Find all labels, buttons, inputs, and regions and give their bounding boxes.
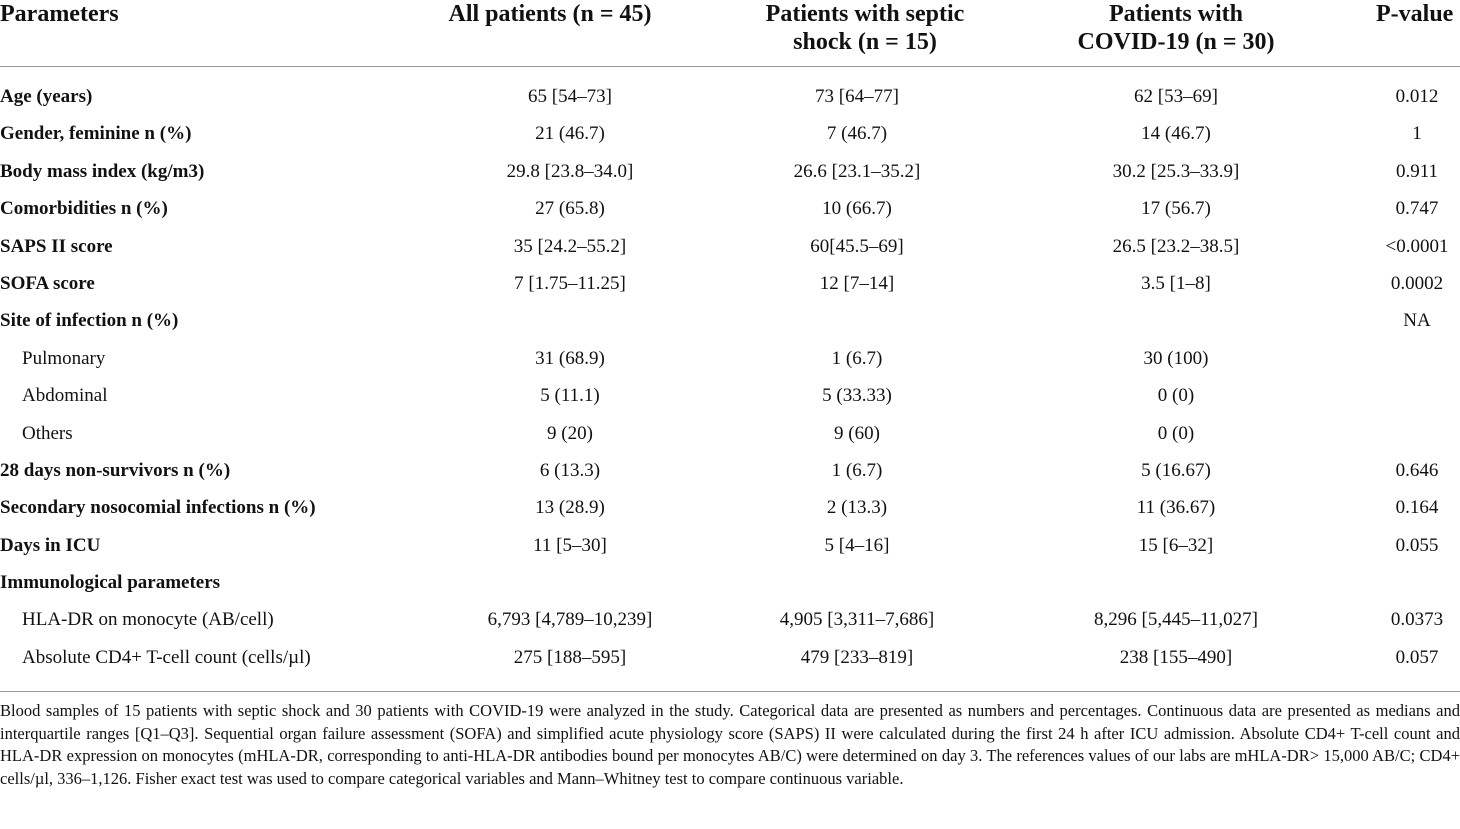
header-all-patients — [400, 0, 700, 28]
table-row — [0, 302, 1460, 339]
septic-shock-cell: 1 (6.7) — [831, 459, 883, 481]
p-value-cell: 0.164 — [1395, 497, 1439, 519]
septic-shock-cell: 73 [64–77] — [815, 86, 899, 107]
header-septic-shock-line-2: shock (n = 15) — [793, 29, 937, 55]
p-value-cell: 0.012 — [1395, 86, 1439, 107]
row-label: Immunological parameters — [0, 572, 221, 594]
p-value-cell: 0.911 — [1395, 160, 1439, 182]
row-label: Others — [22, 422, 73, 444]
table-row — [0, 601, 1460, 638]
table-row — [0, 564, 1460, 601]
p-value-cell: 0.055 — [1395, 534, 1439, 556]
all-patients-cell: 65 [54–73] — [528, 86, 612, 107]
covid-cell: 3.5 [1–8] — [1141, 272, 1211, 294]
header-septic-shock — [715, 0, 1015, 56]
all-patients-cell: 6 (13.3) — [539, 459, 601, 481]
header-parameters-line-1: Parameters — [0, 1, 119, 27]
covid-cell: 14 (46.7) — [1141, 123, 1211, 145]
all-patients-cell: 6,793 [4,789–10,239] — [487, 609, 653, 631]
septic-shock-cell: 12 [7–14] — [819, 272, 895, 294]
row-label: Pulmonary — [22, 347, 106, 369]
p-value-cell: NA — [1403, 310, 1431, 332]
septic-shock-cell: 60[45.5–69] — [810, 235, 904, 257]
p-value-cell: 0.747 — [1395, 198, 1439, 220]
row-label: 28 days non-survivors n (%) — [0, 459, 231, 481]
covid-cell: 238 [155–490] — [1119, 646, 1233, 668]
table-body — [0, 78, 1460, 676]
all-patients-cell: 35 [24.2–55.2] — [513, 235, 627, 257]
all-patients-cell: 21 (46.7) — [535, 123, 605, 145]
table-row — [0, 265, 1460, 302]
header-covid-line-2: COVID-19 (n = 30) — [1077, 29, 1275, 55]
table-row — [0, 377, 1460, 414]
all-patients-cell: 5 (11.1) — [540, 385, 600, 407]
covid-cell: 8,296 [5,445–11,027] — [1094, 609, 1258, 631]
septic-shock-cell: 10 (66.7) — [822, 198, 892, 220]
p-value-cell: 0.0002 — [1390, 272, 1444, 294]
covid-cell: 62 [53–69] — [1134, 86, 1218, 107]
row-label: Comorbidities n (%) — [0, 198, 168, 220]
all-patients-cell: 7 [1.75–11.25] — [514, 272, 626, 294]
header-parameters — [0, 0, 119, 28]
all-patients-cell: 13 (28.9) — [535, 497, 605, 519]
covid-cell: 26.5 [23.2–38.5] — [1112, 235, 1240, 257]
table-row — [0, 452, 1460, 489]
table-footnote: Blood samples of 15 patients with septic shock and 30 patients with COVID-19 were analyzed in the study. Categorical data are presented as numbers and percentages. Continuous data are presented as medians and interquartile ranges [Q1–Q3]. Sequential organ failure assessment (SOFA) and simplified acute physiology score (SAPS) II were calculated during the first 24 h after ICU admission. Absolute CD4+ T-cell count and HLA-DR expression on monocytes (mHLA-DR, corresponding to anti-HLA-DR antibodies bound per monocytes AB/C) were determined on day 3. The references values of our labs are mHLA-DR> 15,000 AB/C; CD4+ cells/µl, 336–1,126. Fisher exact test was used to compare categorical variables and Mann–Whitney test to compare continuous variable. — [0, 701, 1460, 788]
septic-shock-cell: 2 (13.3) — [826, 497, 888, 519]
header-septic-shock-line-1: Patients with septic — [765, 1, 965, 27]
table-row — [0, 153, 1460, 190]
covid-cell: 30.2 [25.3–33.9] — [1112, 160, 1240, 182]
covid-cell: 30 (100) — [1143, 347, 1209, 369]
header-all-patients-line-1: All patients (n = 45) — [448, 1, 652, 27]
table-row — [0, 228, 1460, 265]
septic-shock-cell: 5 (33.33) — [822, 385, 892, 407]
row-label: Days in ICU — [0, 534, 101, 556]
septic-shock-cell: 26.6 [23.1–35.2] — [793, 160, 921, 182]
septic-shock-cell: 9 (60) — [834, 422, 880, 444]
table-row — [0, 115, 1460, 152]
header-covid-line-1: Patients with — [1109, 1, 1243, 27]
table-row — [0, 415, 1460, 452]
header-p-value — [1376, 0, 1453, 28]
table-row — [0, 340, 1460, 377]
table-row — [0, 639, 1460, 676]
row-label: Site of infection n (%) — [0, 310, 179, 332]
row-label: Absolute CD4+ T-cell count (cells/µl) — [22, 646, 311, 668]
row-label: SAPS II score — [0, 235, 113, 257]
row-label: Body mass index (kg/m3) — [0, 160, 205, 182]
covid-cell: 5 (16.67) — [1141, 459, 1211, 481]
row-label: Age (years) — [0, 86, 93, 107]
septic-shock-cell: 4,905 [3,311–7,686] — [779, 609, 935, 631]
covid-cell: 0 (0) — [1157, 422, 1195, 444]
header-rule — [0, 66, 1460, 67]
all-patients-cell: 11 [5–30] — [533, 534, 607, 556]
bottom-rule — [0, 691, 1460, 692]
p-value-cell: 0.646 — [1395, 459, 1439, 481]
table-header — [0, 0, 1460, 66]
table-row — [0, 78, 1460, 115]
table-row — [0, 527, 1460, 564]
row-label: Gender, feminine n (%) — [0, 123, 192, 145]
header-covid — [1026, 0, 1326, 56]
row-label: SOFA score — [0, 272, 95, 294]
covid-cell: 15 [6–32] — [1138, 534, 1214, 556]
p-value-cell: 0.0373 — [1390, 609, 1444, 631]
all-patients-cell: 9 (20) — [547, 422, 593, 444]
septic-shock-cell: 7 (46.7) — [826, 123, 888, 145]
all-patients-cell: 275 [188–595] — [513, 646, 627, 668]
covid-cell: 11 (36.67) — [1136, 497, 1216, 519]
septic-shock-cell: 479 [233–819] — [800, 646, 914, 668]
row-label: Abdominal — [22, 385, 108, 407]
all-patients-cell: 29.8 [23.8–34.0] — [506, 160, 634, 182]
all-patients-cell: 31 (68.9) — [535, 347, 605, 369]
septic-shock-cell: 1 (6.7) — [831, 347, 883, 369]
covid-cell: 0 (0) — [1157, 385, 1195, 407]
p-value-cell: 0.057 — [1395, 646, 1439, 668]
p-value-cell: 1 — [1412, 123, 1422, 145]
p-value-cell: <0.0001 — [1385, 235, 1449, 257]
all-patients-cell: 27 (65.8) — [535, 198, 605, 220]
row-label: HLA-DR on monocyte (AB/cell) — [22, 609, 274, 631]
header-p-value-line-1: P-value — [1376, 1, 1454, 27]
row-label: Secondary nosocomial infections n (%) — [0, 497, 316, 519]
table-row — [0, 489, 1460, 526]
covid-cell: 17 (56.7) — [1141, 198, 1211, 220]
septic-shock-cell: 5 [4–16] — [824, 534, 890, 556]
table-row — [0, 190, 1460, 227]
